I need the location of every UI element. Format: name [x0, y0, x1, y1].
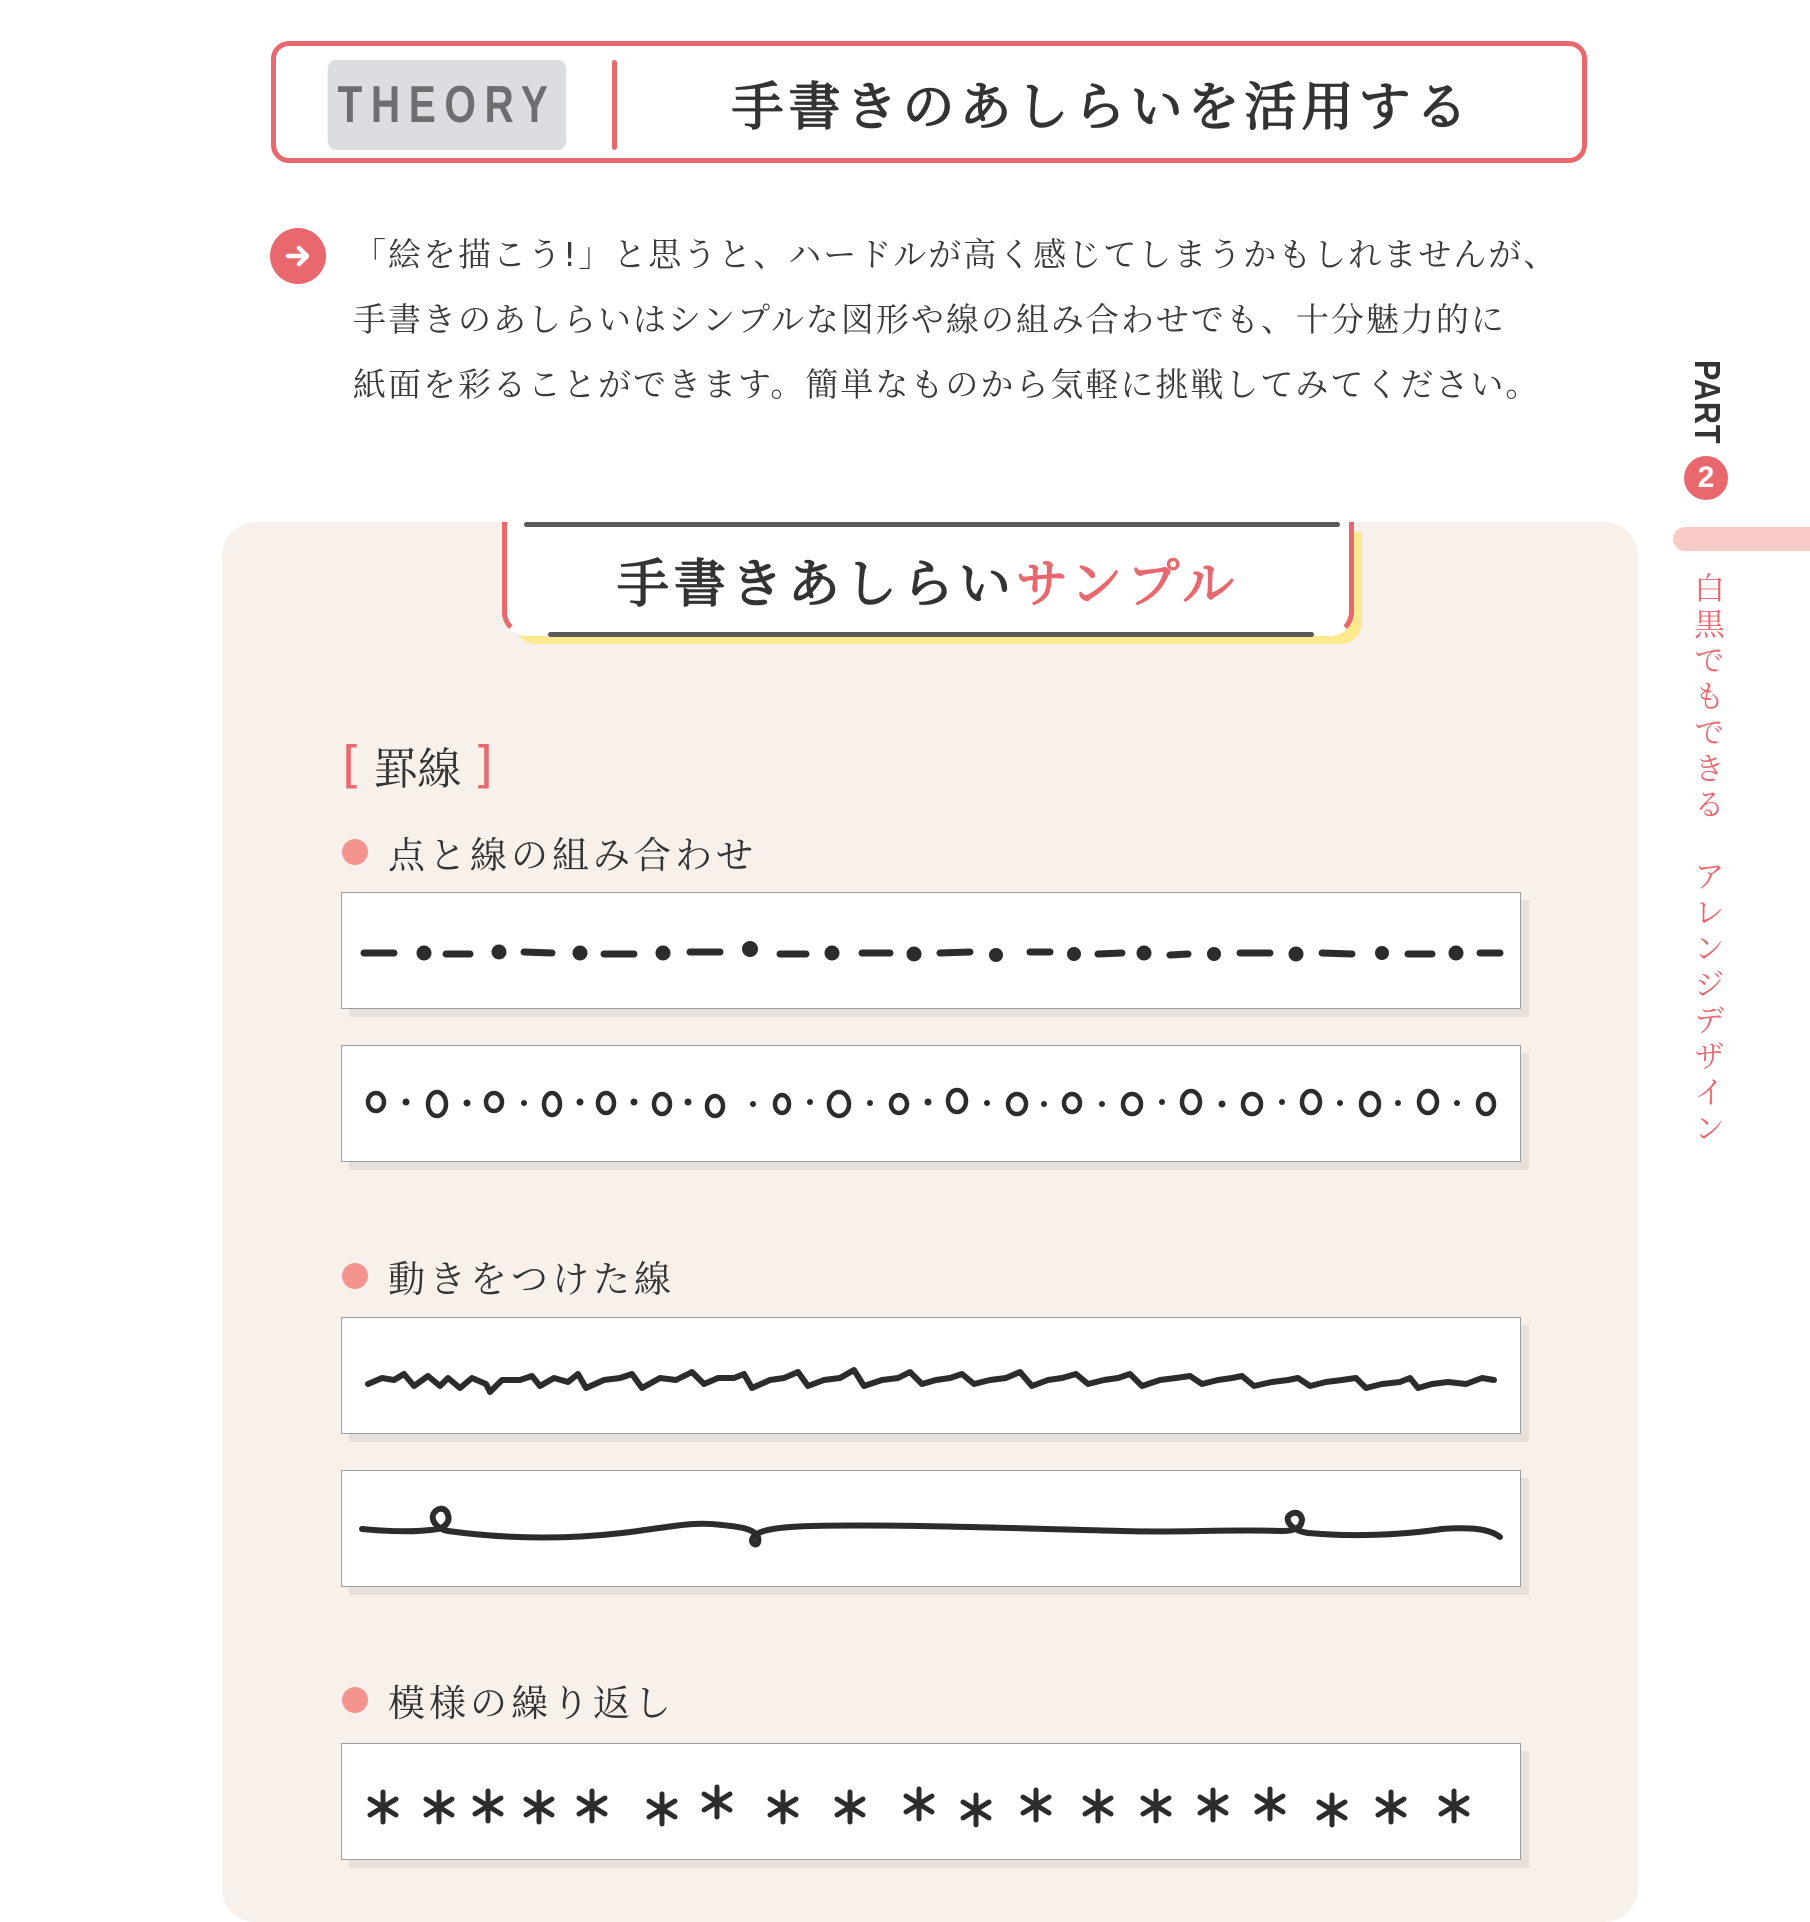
bullet-icon	[342, 839, 368, 865]
dash-dot-line-drawing	[342, 893, 1522, 1010]
theory-badge: THEORY	[328, 60, 567, 150]
open-bracket: [	[342, 736, 362, 794]
loop-line-drawing	[342, 1471, 1522, 1588]
zigzag-line-drawing	[342, 1318, 1522, 1435]
sample-loop-line	[341, 1470, 1521, 1587]
bullet-icon	[342, 1687, 368, 1713]
group-heading-label: 点と線の組み合わせ	[388, 834, 757, 877]
bullet-icon	[342, 1263, 368, 1289]
group-heading-label: 動きをつけた線	[388, 1258, 675, 1301]
group-heading	[342, 825, 757, 879]
sample-title-box	[502, 522, 1358, 642]
sample-asterisk-line	[341, 1743, 1521, 1860]
circle-dot-line-drawing	[342, 1046, 1522, 1163]
sample-dash-dot-line	[341, 892, 1521, 1009]
sample-title	[502, 522, 1354, 636]
intro-line: 「絵を描こう!」と思うと、ハードルが高く感じてしまうかもしれませんが、	[353, 235, 1559, 274]
intro-line: 紙面を彩ることができます。簡単なものから気軽に挑戦してみてください。	[353, 365, 1541, 404]
chapter-label: 白黒でもできる アレンジデザイン	[1688, 572, 1724, 1148]
side-tab-bar	[1673, 527, 1810, 551]
part-label: PART	[1687, 360, 1728, 445]
sample-circle-dot-line	[341, 1045, 1521, 1162]
asterisk-line-drawing	[342, 1744, 1522, 1861]
sample-title-main: 手書きあしらい	[616, 554, 1016, 615]
intro-line: 手書きのあしらいはシンプルな図形や線の組み合わせでも、十分魅力的に	[353, 300, 1506, 339]
sample-title-accent: サンプル	[1015, 554, 1240, 615]
group-heading-label: 模様の繰り返し	[388, 1682, 675, 1725]
header-divider	[612, 60, 617, 150]
group-heading	[342, 1673, 675, 1727]
intro-paragraph	[353, 222, 1603, 417]
page-title: 手書きのあしらいを活用する	[731, 77, 1473, 138]
theory-header	[271, 41, 1587, 163]
group-heading	[342, 1249, 675, 1303]
close-bracket: ]	[473, 736, 494, 794]
part-number-badge: 2	[1684, 456, 1728, 500]
category-heading	[342, 733, 493, 797]
arrow-right-icon	[270, 228, 326, 284]
sample-zigzag-line	[341, 1317, 1521, 1434]
category-label: 罫線	[373, 744, 462, 795]
